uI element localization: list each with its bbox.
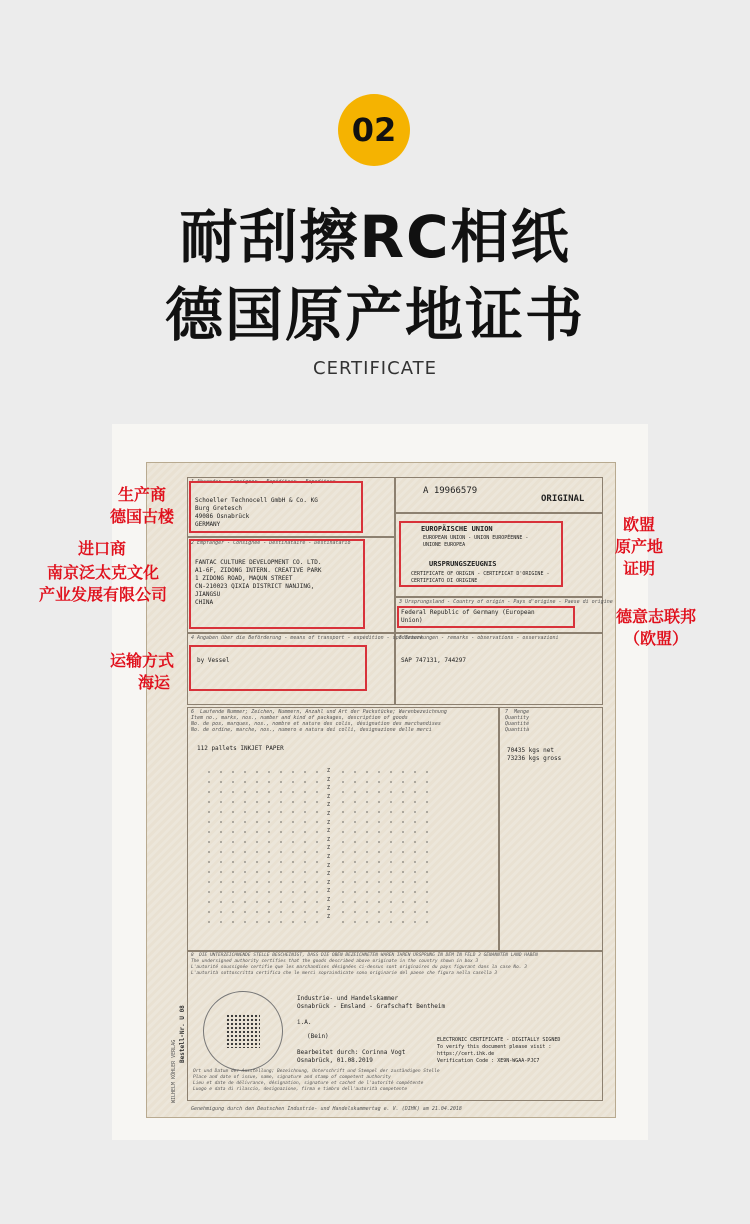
signature-ia: i.A. xyxy=(297,1019,312,1026)
annotation-producer-line1: 生产商 xyxy=(117,485,166,504)
quantity-text: 70435 kgs net 73236 kgs gross xyxy=(507,747,562,762)
annotation-country-line1: 德意志联邦 xyxy=(615,607,696,626)
country-of-origin-text: Federal Republic of Germany (European Union) xyxy=(401,609,535,624)
box6-header: 6 Laufende Nummer; Zeichen, Nummern, Anzahl und Art der Packstücke; Warenbezeichnung Item no., marks, nos., number and kind of packages, description of goods No. de pos, marques, nos., nombre et nature des colis, désignation des marchandises No. de ordine, marche, nos., numero e natura dei colli, designazione delle merci xyxy=(191,709,447,733)
side-order-number: Bestell-Nr. U 08 xyxy=(179,1005,186,1063)
official-stamp xyxy=(203,991,283,1071)
goods-fill-dots-right xyxy=(337,767,437,927)
box-quantity xyxy=(499,707,603,951)
page-title-line1: 耐刮擦RC相纸 xyxy=(179,203,571,271)
certificate-languages: CERTIFICATE OF ORIGIN - CERTIFICAT D'ORIGINE - CERTIFICATO DI ORIGINE xyxy=(411,571,550,584)
box1-header: 1 Absender - Consignor - Expéditeur - Expeditore xyxy=(191,479,336,485)
eu-certificate-highlight xyxy=(399,521,563,587)
annotation-importer-line3: 产业发展有限公司 xyxy=(38,585,167,604)
footer-text: Genehmigung durch den Deutschen Industrie- und Handelskammertag e. V. (DIHK) am 21.04.2018 xyxy=(191,1106,462,1112)
annotation-country-line2: （欧盟） xyxy=(623,629,688,648)
box4-header: 4 Angaben über die Beförderung - means of transport - expédition - spedizione xyxy=(191,635,423,641)
annotation-transport-line2: 海运 xyxy=(137,673,170,692)
box3-header: 3 Ursprungsland - Country of origin - Pays d'origine - Paese di origine xyxy=(399,599,613,605)
annotation-country xyxy=(604,606,708,650)
box8-header: 8 DIE UNTERZEICHNENDE STELLE BESCHEINIGT, DASS DIE OBEN BEZEICHNETEN WAREN IHREN URSPRUNG IN DEM IN FELD 3 GENANNTEN LAND HABEN The undersigned authority certifies that the goods described above originate in the country shown in box 3 L'autorité soussignée certifie que les marchandises désignées ci-dessus sont originaires du pays figurant dans la case No. 3 L'autorità sottoscritta certifica che le merci sopraindicate sono originarie del paese che figura nella casella 3 xyxy=(191,953,538,976)
stamp-emblem xyxy=(226,1014,260,1048)
annotation-producer-line2: 德国古楼 xyxy=(109,507,174,526)
transport-highlight xyxy=(189,645,367,691)
annotation-importer xyxy=(28,538,178,606)
consignee-text: FANTAC CULTURE DEVELOPMENT CO. LTD. A1-6F, ZIDONG INTERN. CREATIVE PARK 1 ZIDONG ROAD, MAQUN STREET CN-210023 QIXIA DISTRICT NANJING, JIANGSU CHINA xyxy=(195,559,322,606)
consignor-highlight xyxy=(189,481,363,533)
annotation-importer-line2: 南京泛太克文化 xyxy=(46,563,159,582)
eu-languages: EUROPEAN UNION - UNION EUROPÉENNE - UNIONE EUROPEA xyxy=(423,535,529,548)
annotation-eu-line3: 证明 xyxy=(622,559,655,578)
goods-text: 112 pallets INKJET PAPER xyxy=(197,745,284,752)
box2-header: 2 Empfänger - Consignee - Destinataire - Destinatario xyxy=(191,540,351,546)
goods-fill-z-column: Z Z Z Z Z Z Z Z Z Z Z Z Z Z Z Z Z Z xyxy=(327,768,331,921)
consignor-text: Schoeller Technocell GmbH & Co. KG Burg Gretesch 49086 Osnabrück GERMANY xyxy=(195,497,318,528)
annotation-producer xyxy=(100,484,184,528)
annotation-transport xyxy=(100,650,184,694)
chamber-text: Industrie- und Handelskammer Osnabrück - Emsland - Grafschaft Bentheim xyxy=(297,995,446,1010)
step-badge: 02 xyxy=(338,94,410,166)
consignee-highlight xyxy=(189,539,365,629)
side-publisher: WILHELM KÖHLER VERLAG xyxy=(171,1039,177,1103)
country-highlight xyxy=(397,606,575,628)
annotation-eu xyxy=(604,514,674,580)
box5-header: 5 Bemerkungen - remarks - observations - osservazioni xyxy=(399,635,559,641)
box-remarks xyxy=(395,633,603,705)
annotation-eu-line2: 原产地 xyxy=(614,537,663,556)
processed-by-text: Bearbeitet durch: Corinna Vogt Osnabrück, 01.08.2019 xyxy=(297,1049,406,1064)
page-subtitle: CERTIFICATE xyxy=(313,358,437,379)
box7-header: 7 Menge Quantity Quantité Quantità xyxy=(505,709,530,733)
original-label: ORIGINAL xyxy=(541,494,585,504)
transport-text: by Vessel xyxy=(197,657,230,664)
eu-title: EUROPÄISCHE UNION xyxy=(421,525,493,533)
signature-bein: (Bein) xyxy=(307,1033,329,1040)
remarks-text: SAP 747131, 744297 xyxy=(401,657,467,664)
certificate-number: A 19966579 xyxy=(423,486,478,496)
place-date-text: Ort und Datum der Ausstellung; Bezeichnung, Unterschrift und Stempel der zuständigen Stelle Place and date of issue, name, signature and stamp of competent authority Lieu et date de délivrance, désignation, signature et cachet de l'autorité compétente Luogo e data di rilascio, designazione, firma e timbro dell'autorità competente xyxy=(193,1069,440,1092)
annotation-importer-line1: 进口商 xyxy=(78,539,127,558)
certificate-title: URSPRUNGSZEUGNIS xyxy=(429,560,497,568)
certificate-document xyxy=(146,462,616,1118)
annotation-transport-line1: 运输方式 xyxy=(109,651,174,670)
electronic-certificate-text: ELECTRONIC CERTIFICATE - DIGITALLY SIGNED To verify this document please visit : https://cert.ihk.de Verification Code : XE9N-WGAA-PJC7 xyxy=(437,1037,561,1064)
goods-fill-dots-left xyxy=(203,767,323,927)
annotation-eu-line1: 欧盟 xyxy=(622,515,655,534)
page-title-line2: 德国原产地证书 xyxy=(164,281,585,349)
